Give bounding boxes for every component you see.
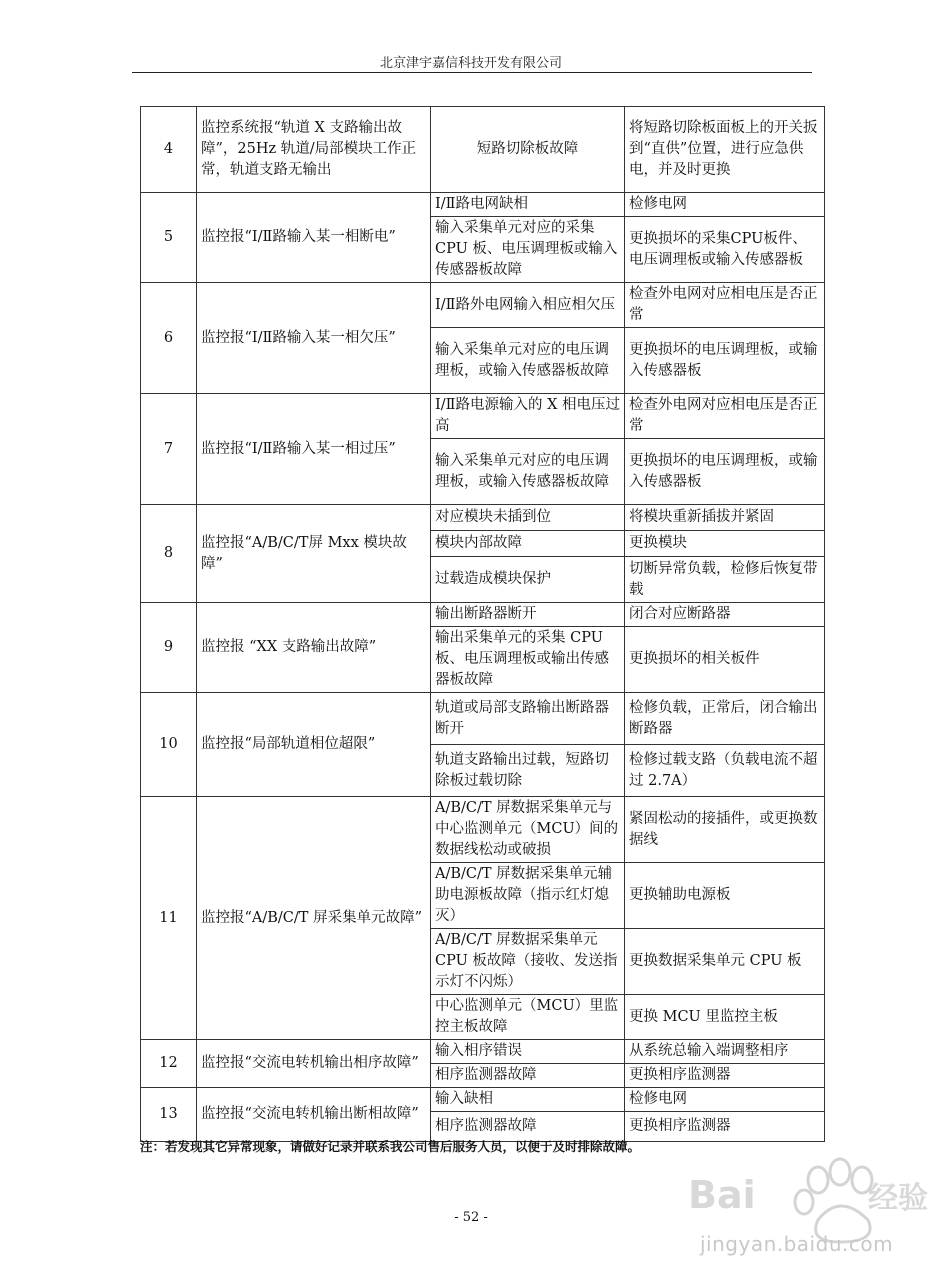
cause-cell: Ⅰ/Ⅱ路电源输入的 X 相电压过高 (431, 394, 625, 439)
phenomenon-cell: 监控报 “XX 支路输出故障” (197, 603, 431, 693)
cause-cell: A/B/C/T 屏数据采集单元CPU 板故障（接收、发送指示灯不闪烁） (431, 929, 625, 995)
cause-cell: Ⅰ/Ⅱ路外电网输入相应相欠压 (431, 283, 625, 328)
solution-cell: 更换相序监测器 (625, 1064, 825, 1088)
cause-cell: A/B/C/T 屏数据采集单元与中心监测单元（MCU）间的数据线松动或破损 (431, 797, 625, 863)
footnote: 注：若发现其它异常现象，请做好记录并联系我公司售后服务人员，以便于及时排除故障。 (140, 1139, 641, 1154)
solution-cell: 从系统总输入端调整相序 (625, 1040, 825, 1064)
solution-cell: 更换损坏的相关板件 (625, 627, 825, 693)
table-row (141, 193, 825, 217)
row-number: 5 (141, 193, 197, 283)
cause-cell: 过载造成模块保护 (431, 557, 625, 603)
cause-cell: 轨道支路输出过载，短路切除板过载切除 (431, 745, 625, 797)
solution-cell: 更换损坏的电压调理板，或输入传感器板 (625, 328, 825, 394)
cause-cell: 对应模块未插到位 (431, 505, 625, 531)
page-header: 北京津宇嘉信科技开发有限公司 (379, 56, 562, 71)
table-row (141, 283, 825, 328)
solution-cell: 更换损坏的电压调理板，或输入传感器板 (625, 439, 825, 505)
row-number: 9 (141, 603, 197, 693)
solution-cell: 检修负载，正常后，闭合输出断路器 (625, 693, 825, 745)
header-rule (132, 72, 812, 73)
table-row (141, 1088, 825, 1112)
phenomenon-cell: 监控报“交流电转机输出相序故障” (197, 1040, 431, 1088)
solution-cell: 更换模块 (625, 531, 825, 557)
table-row (141, 603, 825, 627)
page-number: - 52 - (454, 1210, 488, 1225)
phenomenon-cell: 监控报“Ⅰ/Ⅱ路输入某一相欠压” (197, 283, 431, 394)
cause-cell: 轨道或局部支路输出断路器断开 (431, 693, 625, 745)
solution-cell: 检修电网 (625, 1088, 825, 1112)
cause-cell: 中心监测单元（MCU）里监控主板故障 (431, 995, 625, 1040)
solution-cell: 更换辅助电源板 (625, 863, 825, 929)
cause-cell: A/B/C/T 屏数据采集单元辅助电源板故障（指示红灯熄灭） (431, 863, 625, 929)
table-row (141, 693, 825, 745)
row-number: 10 (141, 693, 197, 797)
cause-cell: 输入缺相 (431, 1088, 625, 1112)
row-number: 11 (141, 797, 197, 1040)
solution-cell: 将模块重新插拔并紧固 (625, 505, 825, 531)
table-row (141, 107, 825, 193)
row-number: 4 (141, 107, 197, 193)
cause-cell: 模块内部故障 (431, 531, 625, 557)
solution-cell: 将短路切除板面板上的开关扳到“直供”位置，进行应急供电，并及时更换 (625, 107, 825, 193)
row-number: 13 (141, 1088, 197, 1142)
table-row (141, 505, 825, 531)
solution-cell: 紧固松动的接插件，或更换数据线 (625, 797, 825, 863)
phenomenon-cell: 监控报“A/B/C/T屏 Mxx 模块故障” (197, 505, 431, 603)
phenomenon-cell: 监控报“A/B/C/T 屏采集单元故障” (197, 797, 431, 1040)
phenomenon-cell: 监控系统报“轨道 X 支路输出故障”，25Hz 轨道/局部模块工作正常，轨道支路无输出 (197, 107, 431, 193)
cause-cell: 输出采集单元的采集 CPU板、电压调理板或输出传感器板故障 (431, 627, 625, 693)
phenomenon-cell: 监控报“Ⅰ/Ⅱ路输入某一相断电” (197, 193, 431, 283)
cause-cell: 输入相序错误 (431, 1040, 625, 1064)
cause-cell: 输入采集单元对应的电压调理板，或输入传感器板故障 (431, 439, 625, 505)
svg-text:Bai: Bai (688, 1173, 756, 1217)
row-number: 6 (141, 283, 197, 394)
cause-cell: 短路切除板故障 (431, 107, 625, 193)
row-number: 7 (141, 394, 197, 505)
svg-text:经验: 经验 (868, 1181, 928, 1216)
solution-cell: 检修电网 (625, 193, 825, 217)
solution-cell: 更换相序监测器 (625, 1112, 825, 1142)
solution-cell: 更换损坏的采集CPU板件、电压调理板或输入传感器板 (625, 217, 825, 283)
cause-cell: 相序监测器故障 (431, 1112, 625, 1142)
solution-cell: 更换数据采集单元 CPU 板 (625, 929, 825, 995)
solution-cell: 更换 MCU 里监控主板 (625, 995, 825, 1040)
fault-table (140, 106, 825, 1142)
table-row (141, 394, 825, 439)
cause-cell: 输出断路器断开 (431, 603, 625, 627)
table-row (141, 1040, 825, 1064)
cause-cell: 输入采集单元对应的采集CPU 板、电压调理板或输入传感器板故障 (431, 217, 625, 283)
phenomenon-cell: 监控报“Ⅰ/Ⅱ路输入某一相过压” (197, 394, 431, 505)
row-number: 12 (141, 1040, 197, 1088)
row-number: 8 (141, 505, 197, 603)
cause-cell: Ⅰ/Ⅱ路电网缺相 (431, 193, 625, 217)
solution-cell: 检查外电网对应相电压是否正常 (625, 283, 825, 328)
solution-cell: 闭合对应断路器 (625, 603, 825, 627)
table-row (141, 797, 825, 863)
solution-cell: 检修过载支路（负载电流不超过 2.7A） (625, 745, 825, 797)
phenomenon-cell: 监控报“局部轨道相位超限” (197, 693, 431, 797)
phenomenon-cell: 监控报“交流电转机输出断相故障” (197, 1088, 431, 1142)
cause-cell: 相序监测器故障 (431, 1064, 625, 1088)
watermark-url: jingyan.baidu.com (700, 1232, 894, 1256)
solution-cell: 检查外电网对应相电压是否正常 (625, 394, 825, 439)
solution-cell: 切断异常负载，检修后恢复带载 (625, 557, 825, 603)
cause-cell: 输入采集单元对应的电压调理板，或输入传感器板故障 (431, 328, 625, 394)
